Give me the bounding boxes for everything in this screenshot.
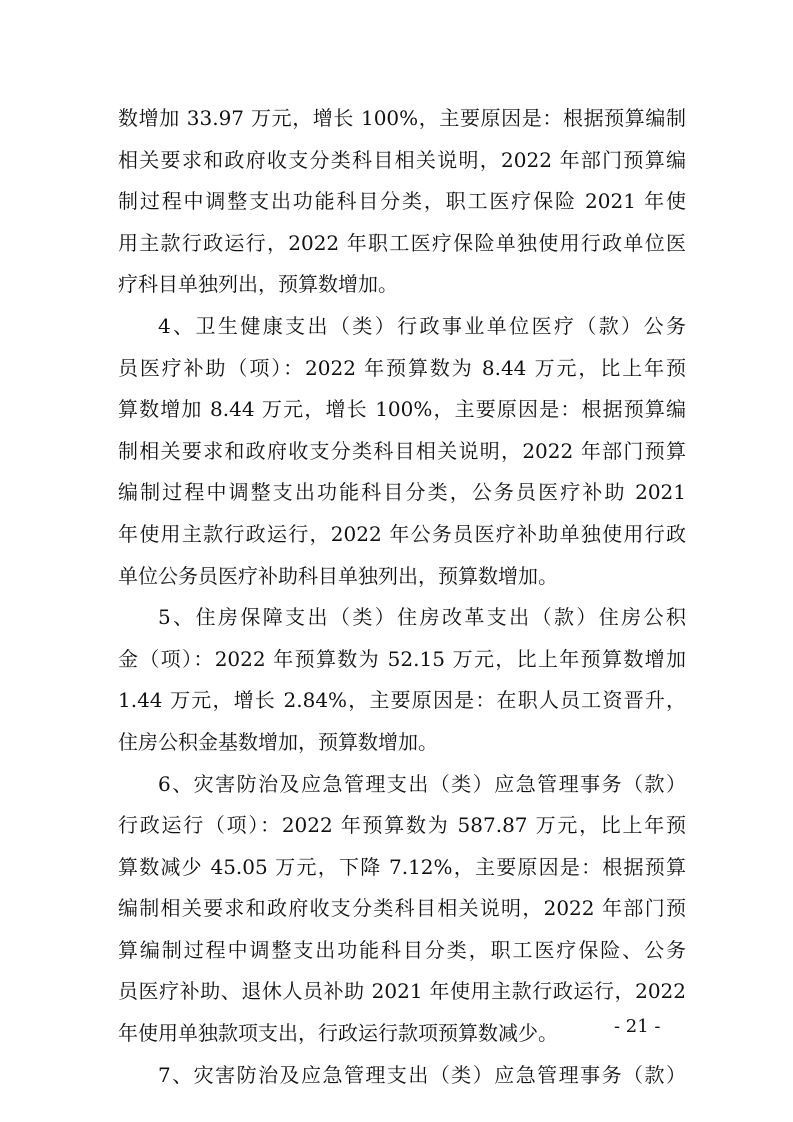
text-line: 4、卫生健康支出（类）行政事业单位医疗（款）公务	[158, 313, 686, 338]
text-line: 员医疗补助、退休人员补助 2021 年使用主款行政运行，2022	[118, 979, 686, 1004]
text-line: 制过程中调整支出功能科目分类，职工医疗保险 2021 年使	[118, 189, 686, 214]
paragraph-item-7	[118, 1055, 686, 1097]
text-line: 住房公积金基数增加，预算数增加。	[118, 729, 438, 754]
text-line: 6、灾害防治及应急管理支出（类）应急管理事务（款）	[158, 771, 686, 796]
text-line: 用主款行政运行，2022 年职工医疗保险单独使用行政单位医	[118, 230, 686, 255]
text-line: 算数增加 8.44 万元，增长 100%，主要原因是：根据预算编	[118, 397, 686, 422]
text-line: 编制过程中调整支出功能科目分类，公务员医疗补助 2021	[118, 480, 686, 505]
text-line: 行政运行（项）：2022 年预算数为 587.87 万元，比上年预	[118, 813, 686, 838]
paragraph-item-6	[118, 764, 686, 1055]
text-line: 相关要求和政府收支分类科目相关说明，2022 年部门预算编	[118, 147, 686, 172]
body-text	[118, 98, 686, 1096]
text-line: 7、灾害防治及应急管理支出（类）应急管理事务（款）	[158, 1062, 686, 1087]
paragraph-item-5	[118, 597, 686, 763]
text-line: 算编制过程中调整支出功能科目分类，职工医疗保险、公务	[118, 937, 686, 962]
paragraph-continued	[118, 98, 686, 306]
text-line: 疗科目单独列出，预算数增加。	[118, 272, 398, 297]
text-line: 5、住房保障支出（类）住房改革支出（款）住房公积	[158, 605, 686, 630]
page-number: - 21 -	[614, 1016, 661, 1037]
text-line: 算数减少 45.05 万元，下降 7.12%，主要原因是：根据预算	[118, 854, 686, 879]
text-line: 员医疗补助（项）：2022 年预算数为 8.44 万元，比上年预	[118, 355, 686, 380]
text-line: 单位公务员医疗补助科目单独列出，预算数增加。	[118, 563, 558, 588]
text-line: 制相关要求和政府收支分类科目相关说明，2022 年部门预算	[118, 438, 686, 463]
text-line: 年使用主款行政运行，2022 年公务员医疗补助单独使用行政	[118, 521, 686, 546]
text-line: 1.44 万元，增长 2.84%，主要原因是：在职人员工资晋升，	[118, 688, 686, 713]
paragraph-item-4	[118, 306, 686, 597]
text-line: 年使用单独款项支出，行政运行款项预算数减少。	[118, 1021, 558, 1046]
text-line: 编制相关要求和政府收支分类科目相关说明，2022 年部门预	[118, 896, 686, 921]
text-line: 金（项）：2022 年预算数为 52.15 万元，比上年预算数增加	[118, 646, 686, 671]
text-line: 数增加 33.97 万元，增长 100%，主要原因是：根据预算编制	[118, 106, 686, 130]
